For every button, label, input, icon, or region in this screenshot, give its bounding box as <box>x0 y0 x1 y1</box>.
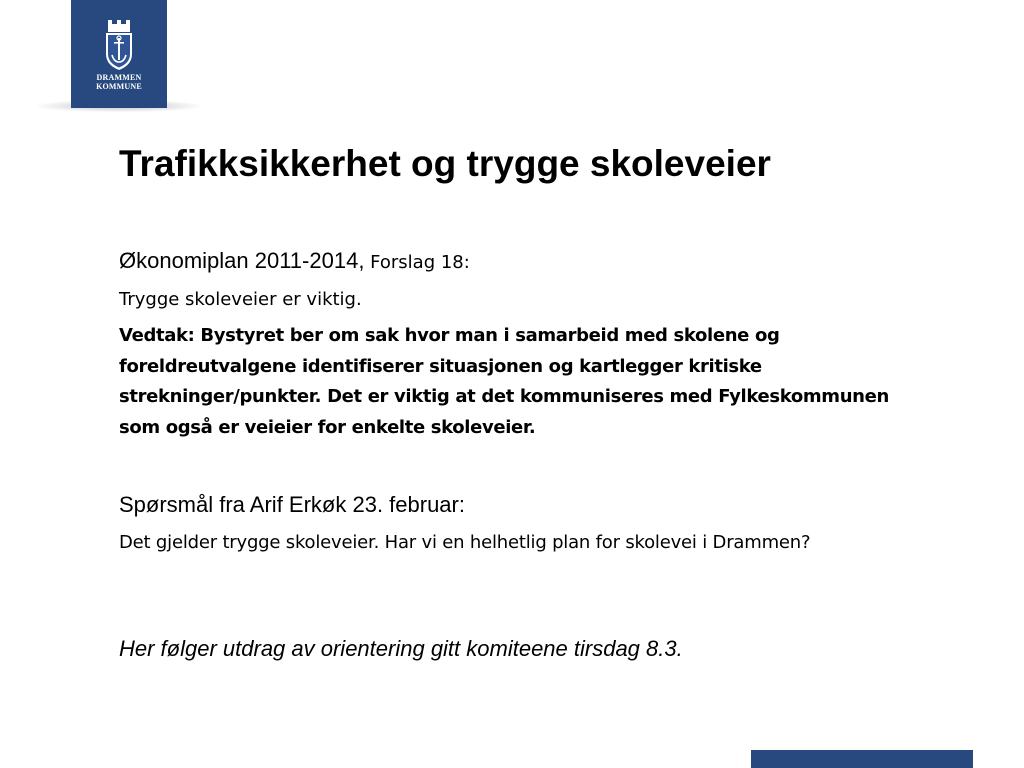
slide-title: Trafikksikkerhet og trygge skoleveier <box>119 143 771 184</box>
okonomiplan-forslag-text: Forslag 18: <box>364 252 470 273</box>
okonomiplan-main-text: Økonomiplan 2011-2014, <box>119 248 365 273</box>
logo-text-kommune: KOMMUNE <box>96 82 142 91</box>
drammen-coat-of-arms-icon <box>105 20 133 70</box>
orientation-note: Her følger utdrag av orientering gitt komiteene tirsdag 8.3. <box>119 636 683 661</box>
question-paragraph: Det gjelder trygge skoleveier. Har vi en helhetlig plan for skolevei i Drammen? <box>119 532 811 553</box>
trygge-skoleveier-line: Trygge skoleveier er viktig. <box>119 289 362 310</box>
okonomiplan-line <box>119 244 919 280</box>
vedtak-paragraph: Vedtak: Bystyret ber om sak hvor man i samarbeid med skolene og foreldreutvalgene identifiserer situasjonen og kartlegger kritiske strekninger/punkter. Det er viktig at det kommuniseres med Fylkeskommunen som også er veieier for enkelte skoleveier. <box>119 325 889 438</box>
logo-text-drammen: DRAMMEN <box>96 73 142 82</box>
sporsmal-heading: Spørsmål fra Arif Erkøk 23. februar: <box>119 492 465 517</box>
drammen-kommune-logo <box>71 0 167 108</box>
footer-bar <box>751 750 973 768</box>
